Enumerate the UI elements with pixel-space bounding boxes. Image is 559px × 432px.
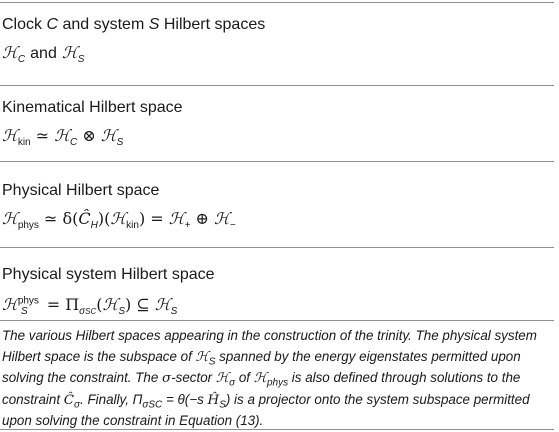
row-divider bbox=[0, 85, 554, 86]
row-heading: Clock C and system S Hilbert spaces bbox=[2, 16, 266, 33]
row-clock-system bbox=[2, 15, 554, 64]
row-heading: Kinematical Hilbert space bbox=[2, 99, 183, 116]
caption-line: solving the constraint. The σ-sector ℋ$_\sigma$ of ℋ$_{phys}$ is also defined through solutions to the bbox=[2, 370, 521, 389]
caption-line: upon solving the constraint in Equation (13). bbox=[2, 413, 264, 428]
table-bottom-rule bbox=[0, 429, 554, 430]
table-top-rule bbox=[0, 2, 554, 3]
row-divider bbox=[0, 320, 554, 321]
row-formula: ℋ$_{phys}$ ≃ $\delta(Ĉ_H)(ℋ_{kin})$ = ℋ$_+$ ⊕ ℋ$_-$ bbox=[2, 209, 236, 232]
row-physical bbox=[2, 181, 554, 232]
caption-line: constraint $Ĉ_\sigma$. Finally, $\Pi_{\sigma SC} = \theta(-s$ $Ĥ_S$) is a projector onto the system subspace permitted bbox=[2, 391, 530, 411]
row-heading: Physical Hilbert space bbox=[2, 182, 160, 199]
row-formula: ℋ$_{kin}$ ≃ ℋ$_C$ ⊗ ℋ$_S$ bbox=[2, 126, 124, 149]
caption-line: The various Hilbert spaces appearing in the construction of the trinity. The physical system bbox=[2, 328, 537, 343]
row-kinematical bbox=[2, 98, 554, 149]
row-formula: ℋ$^{phys}_S$ = $\Pi_{\sigma SC}(ℋ_S)$ ⊆ ℋ$_S$ bbox=[2, 295, 178, 318]
caption-line: Hilbert space is the subspace of ℋ$_S$ spanned by the energy eigenstates permitted upon bbox=[2, 348, 521, 368]
row-divider bbox=[0, 247, 554, 248]
table-caption bbox=[2, 326, 555, 432]
row-heading: Physical system Hilbert space bbox=[2, 266, 215, 283]
row-formula: ℋ$_C$ and ℋ$_S$ bbox=[2, 43, 85, 66]
row-divider bbox=[0, 161, 554, 162]
row-physical-system bbox=[2, 265, 554, 318]
